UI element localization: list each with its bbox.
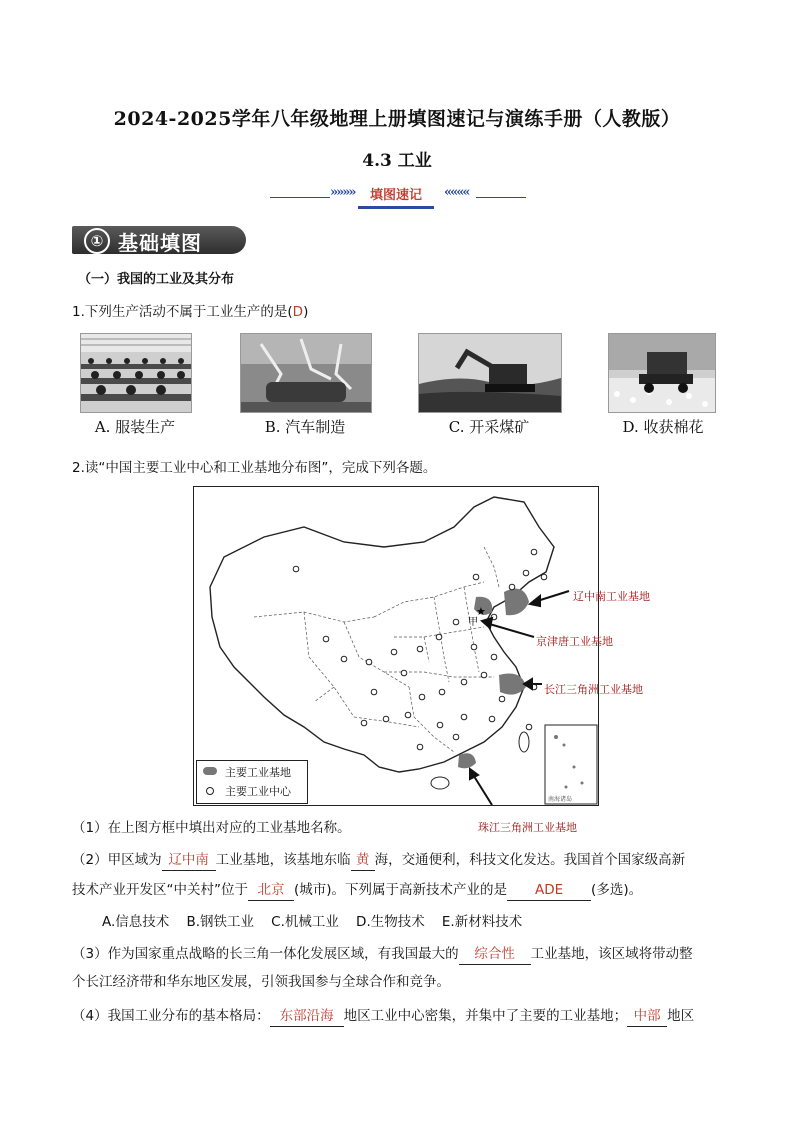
section-label: 基础填图 xyxy=(118,231,202,255)
label-changjiang: 长江三角洲工业基地 xyxy=(544,683,643,696)
q1-stem xyxy=(72,300,308,320)
q2-p2-b: 工业基地，该基地东临 xyxy=(215,852,351,868)
legend-center-dot xyxy=(206,787,214,795)
q1-option-a: A. 服装生产 xyxy=(94,418,176,436)
q2-p3-line1 xyxy=(72,944,722,965)
q2-p2-c: 海，交通便利，科技文化发达。我国首个国家级高新 xyxy=(374,852,686,868)
q2-stem: 2.读“中国主要工业中心和工业基地分布图”，完成下列各题。 xyxy=(72,460,437,476)
q2-p1: （1）在上图方框中填出对应的工业基地名称。 xyxy=(72,820,351,836)
photo-cotton-harvest xyxy=(608,333,716,413)
label-zhujiang: 珠江三角洲工业基地 xyxy=(478,821,577,834)
q2-p2-f: (多选)。 xyxy=(591,882,643,898)
inset-label: 南海诸岛 xyxy=(548,796,573,803)
legend-base-label: 主要工业基地 xyxy=(225,766,291,779)
q2-p4-a: （4）我国工业分布的基本格局： xyxy=(72,1008,270,1024)
q2-p2-e: (城市)。下列属于高新技术产业的是 xyxy=(294,882,508,898)
q2-p3-b: 工业基地，该区域将带动整 xyxy=(530,946,693,962)
q1-stem-suffix: ) xyxy=(303,304,309,320)
section-number: ① xyxy=(84,228,110,254)
q2-p3-blank: 综合性 xyxy=(459,944,531,965)
q2-p4-blank1: 东部沿海 xyxy=(270,1006,344,1027)
q2-p2-blank3: 北京 xyxy=(248,880,294,901)
banner-line-left xyxy=(270,197,330,198)
banner-arrows-left: »»»» xyxy=(330,185,355,200)
banner-line-right xyxy=(476,197,526,198)
section-banner xyxy=(270,183,526,209)
q1-option-d: D. 收获棉花 xyxy=(622,418,704,436)
q1-option-c: C. 开采煤矿 xyxy=(448,418,530,436)
legend-center-label: 主要工业中心 xyxy=(225,785,291,798)
q1-answer: D xyxy=(292,304,304,320)
capital-star-icon: ★ xyxy=(476,605,486,618)
legend-base-swatch xyxy=(203,767,217,775)
q2-p3-line2: 个长江经济带和华东地区发展，引领我国参与全球合作和竞争。 xyxy=(72,974,450,990)
q2-p2-line2 xyxy=(72,880,722,901)
marker-jia: 甲 xyxy=(468,617,478,628)
photo-coal-mining xyxy=(418,333,562,413)
label-liaozhongnan: 辽中南工业基地 xyxy=(573,590,650,603)
map-legend xyxy=(196,760,308,804)
page-subtitle: 4.3 工业 xyxy=(362,151,432,171)
q2-p2-a: （2）甲区域为 xyxy=(72,852,162,868)
page-title: 2024-2025学年八年级地理上册填图速记与演练手册（人教版） xyxy=(113,108,681,130)
q1-option-b: B. 汽车制造 xyxy=(264,418,346,436)
q1-stem-prefix: 1.下列生产活动不属于工业生产的是( xyxy=(72,304,293,320)
q2-p2-blank1: 辽中南 xyxy=(162,850,216,871)
q2-p2-d: 技术产业开发区“中关村”位于 xyxy=(72,882,248,898)
q2-p4-blank2: 中部 xyxy=(627,1006,667,1027)
photo-garment-factory xyxy=(80,333,192,413)
q2-p2-line1 xyxy=(72,850,722,871)
q2-p2-blank2: 黄 xyxy=(351,850,375,871)
sub-heading: （一）我国的工业及其分布 xyxy=(78,272,235,287)
q2-p4-b: 地区工业中心密集，并集中了主要的工业基地； xyxy=(343,1008,628,1024)
photo-car-factory xyxy=(240,333,372,413)
q2-p2-options: A.信息技术 B.钢铁工业 C.机械工业 D.生物技术 E.新材料技术 xyxy=(102,914,523,930)
label-jingjintang: 京津唐工业基地 xyxy=(536,635,613,648)
q2-p4-c: 地区 xyxy=(667,1008,695,1024)
q2-p3-a: （3）作为国家重点战略的长三角一体化发展区域，有我国最大的 xyxy=(72,946,459,962)
q2-p4-line1 xyxy=(72,1006,722,1027)
q2-p2-blank4: ADE xyxy=(507,880,591,901)
banner-label: 填图速记 xyxy=(358,184,434,209)
banner-arrows-right: «««« xyxy=(444,185,469,200)
section-badge xyxy=(72,226,246,254)
